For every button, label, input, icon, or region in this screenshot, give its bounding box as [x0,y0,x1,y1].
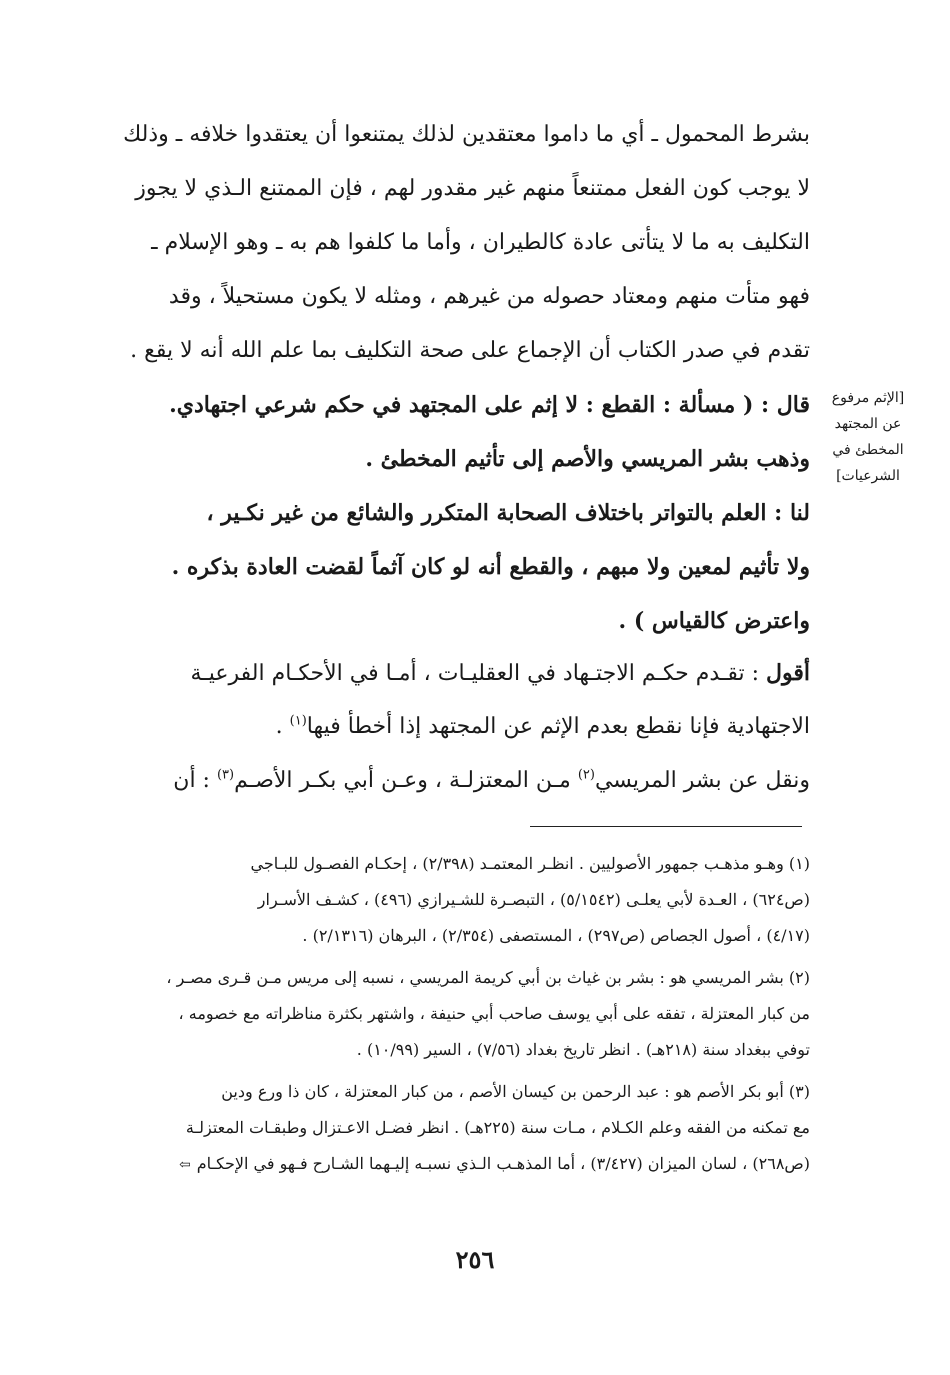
margin-note-line: [الإثم مرفوع [831,390,905,406]
margin-note-line: عن المجتهد [834,416,902,432]
footnote-ref[interactable]: (٢) [577,767,595,783]
commentary-text: . [275,714,290,739]
commentary-text: : أن [173,768,217,793]
footnote-line: من كبار المعتزلة ، تفقه على أبي يوسف صاحب أبي حنيفة ، واشتهر بكثرة مناظراته مع خصومه ، [178,1004,810,1023]
commentary-text: : تقـدم حكـم الاجتـهاد في العقليـات ، أمـا في الأحكـام الفرعيـة [190,661,760,686]
footnote [40,846,810,954]
body-line: بشرط المحمول ـ أي ما داموا معتقدين لذلك يمتنعوا أن يعتقدوا خلافه ـ وذلك [123,122,810,147]
footnote [40,960,810,1068]
body-line: التكليف به ما لا يتأتى عادة كالطيران ، وأما ما كلفوا هم به ـ وهو الإسلام ـ [151,230,810,255]
quote-line: وذهب بشر المريسي والأصم إلى تأثيم المخطئ . [365,446,810,472]
footnote-line: (٣) أبو بكر الأصم هو : عبد الرحمن بن كيسان الأصم ، من كبار المعتزلة ، كان ذا ورع ودين [221,1082,810,1101]
body-line: فهو متأت منهم ومعتاد حصوله من غيرهم ، ومثله لا يكون مستحيلاً ، وقد [168,284,810,309]
commentary-text: مـن المعتزلـة ، وعـن أبي بكـر الأصـم [234,768,578,793]
footnote-ref[interactable]: (٣) [216,767,235,783]
footnote-line: (٢) بشر المريسي هو : بشر بن غياث بن أبي كريمة المريسي ، نسبه إلى مريس مـن قـرى مصـر ، [166,968,810,987]
footnote-line: (١) وهـو مذهـب جمهور الأصوليين . انظـر المعتمـد (٢/٣٩٨) ، إحكـام الفصـول للبـاجي [250,854,810,873]
commentary-text: ونقل عن بشر المريسي [594,768,810,793]
commentary-line [40,700,810,754]
commentary-line [40,754,810,808]
footnote-line: توفي ببغداد سنة (٢١٨هـ) . انظر تاريخ بغداد (٧/٥٦) ، السير (١٠/٩٩) . [356,1040,810,1059]
footnote-line: (٤/١٧) ، أصول الجصاص (ص٢٩٧) ، المستصفى (٢/٣٥٤) ، البرهان (٢/١٣١٦) . [302,926,810,945]
footnote-line [40,1146,810,1182]
commentary-line [40,646,810,700]
page-number: ٢٥٦ [455,1245,495,1274]
margin-note [818,385,918,489]
continuation-arrow-icon: ⇦ [178,1157,191,1173]
body-paragraph [40,108,810,378]
footnote-text: (ص٢٦٨) ، لسان الميزان (٣/٤٢٧) ، أما المذهـب الـذي نسبـه إليـهما الشـارح فـهو في الإحكـام [196,1154,810,1173]
quote-line: قال : ( مسألة : القطع : لا إثم على المجتهد في حكم شرعي اجتهادي. [169,392,810,418]
footnote-line: (ص٦٢٤) ، العـدة لأبي يعلـى (٥/١٥٤٢) ، التبصـرة للشـيرازي (٤٩٦) ، كشـف الأسـرار [257,890,810,909]
body-line: تقدم في صدر الكتاب أن الإجماع على صحة التكليف بما علم الله أنه لا يقع . [130,338,810,363]
commentary-label: أقول [766,660,810,686]
footnote-line: مع تمكنه من الفقه وعلم الكـلام ، مـات سنة (٢٢٥هـ) . انظر فضـل الاعـتزال وطبقـات المعتزلـة [185,1118,810,1137]
quoted-text [40,378,810,648]
margin-note-line: المخطئ في [832,442,904,458]
quote-line: واعترض كالقياس ) . [618,608,810,634]
footnote-separator [530,826,802,827]
body-line: لا يوجب كون الفعل ممتنعاً منهم غير مقدور لهم ، فإن الممتنع الـذي لا يجوز [135,176,810,201]
commentary [40,646,810,808]
quote-line: ولا تأثيم لمعين ولا مبهم ، والقطع أنه لو كان آثماً لقضت العادة بذكره . [171,554,810,580]
footnote-ref[interactable]: (١) [289,713,307,729]
commentary-text: الاجتهادية فإنا نقطع بعدم الإثم عن المجتهد إذا أخطأ فيها [306,714,810,739]
quote-line: لنا : العلم بالتواتر باختلاف الصحابة المتكرر والشائع من غير نكـير ، [206,500,810,526]
footnote [40,1074,810,1182]
footnotes [40,846,810,1188]
margin-note-line: الشرعيات] [836,468,900,484]
